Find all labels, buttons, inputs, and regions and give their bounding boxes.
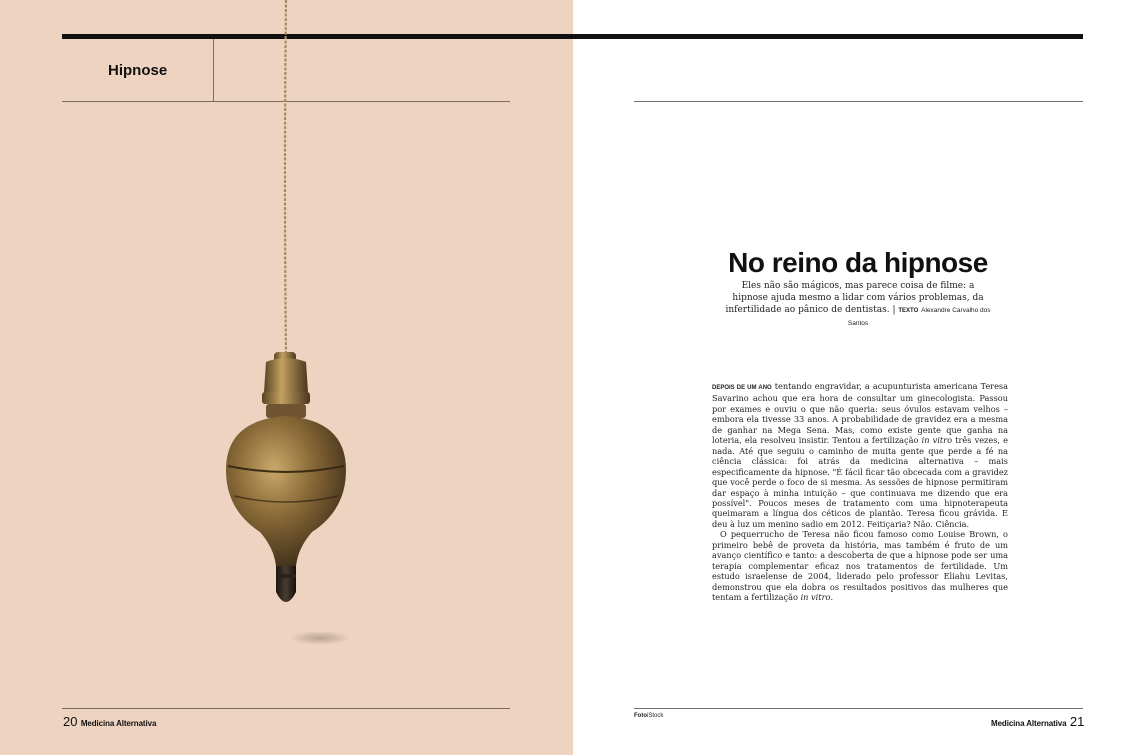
article-headline: No reino da hipnose	[728, 247, 988, 278]
photo-credit-source: iStock	[647, 713, 664, 719]
paragraph-1	[712, 381, 1008, 529]
photo-credit	[634, 713, 663, 719]
p2-text-b: .	[830, 592, 834, 603]
p2-italic: in vitro	[800, 592, 831, 603]
section-label: Hipnose	[108, 62, 168, 79]
article-dek	[724, 280, 992, 330]
article-body	[712, 381, 1008, 603]
footer-rule-left	[62, 708, 510, 709]
dek-text: Eles não são mágicos, mas parece coisa de filme: a hipnose ajuda mesmo a lidar com vários problemas, da infertilidade ao pânico de dentistas. |	[725, 281, 984, 315]
page-number-right: 21	[1069, 714, 1085, 729]
header-rule-right	[634, 101, 1083, 102]
byline-label: TEXTO	[898, 308, 919, 314]
p1-text-a: tentando engravidar, a acupunturista americana Teresa Savarino achou que era hora de consultar um ginecologista. Passou por exames e ouviu o que não queria: seus óvulos estavam velhos – embora ela tivesse 33 anos. A probabilidade de gravidez era a mesma de ganhar na Mega Sena. Mas, como existe gente que ganha na loteria, ela resolveu insistir. Tentou a fertilização	[712, 381, 1009, 446]
p1-text-b: três vezes, e nada. Até que seguiu o caminho de muita gente que perde a fé na ciência clássica: foi atrás da medicina alternativa – mais especificamente da hipnose. "É fácil ficar tão obcecada com a gravidez que você perde o foco de si mesma. As sessões de hipnose permitiram dar espaço à minha intuição – que continuava me dizendo que era possível". Poucos meses de tratamento com uma hipnoterapeuta queimaram a língua dos céticos de plantão. Teresa ficou grávida. E deu à luz um menino sadio em 2012. Feitiçaria? Não. Ciência.	[712, 435, 1009, 529]
paragraph-2	[712, 529, 1008, 602]
magazine-name-right: Medicina Alternativa	[991, 719, 1067, 728]
p2-text-a: O pequerrucho de Teresa não ficou famoso como Louise Brown, o primeiro bebê de proveta da história, mas também é fruto de um avanço científico e tanto: a descoberta de que a hipnose pode ser uma terapia complementar eficaz nos tratamentos de fertilidade. Um estudo israelense de 2004, liderado pelo professor Eliahu Levitas, demonstrou que ela dobra os resultados positivos das mulheres que tentam a fertilização	[712, 529, 1008, 603]
byline-author: Alexandre Carvalho dos Santos	[847, 307, 991, 327]
page-number-left: 20	[63, 714, 78, 729]
photo-credit-label: Foto	[634, 713, 647, 719]
folio-left	[63, 714, 156, 729]
magazine-name-left: Medicina Alternativa	[80, 719, 157, 728]
right-page	[573, 0, 1146, 755]
p1-italic: in vitro	[921, 435, 953, 446]
pendulum-icon	[200, 0, 380, 660]
lead-in: DEPOIS DE UM ANO	[712, 385, 772, 391]
footer-rule-right	[634, 708, 1083, 709]
folio-right	[991, 714, 1084, 729]
